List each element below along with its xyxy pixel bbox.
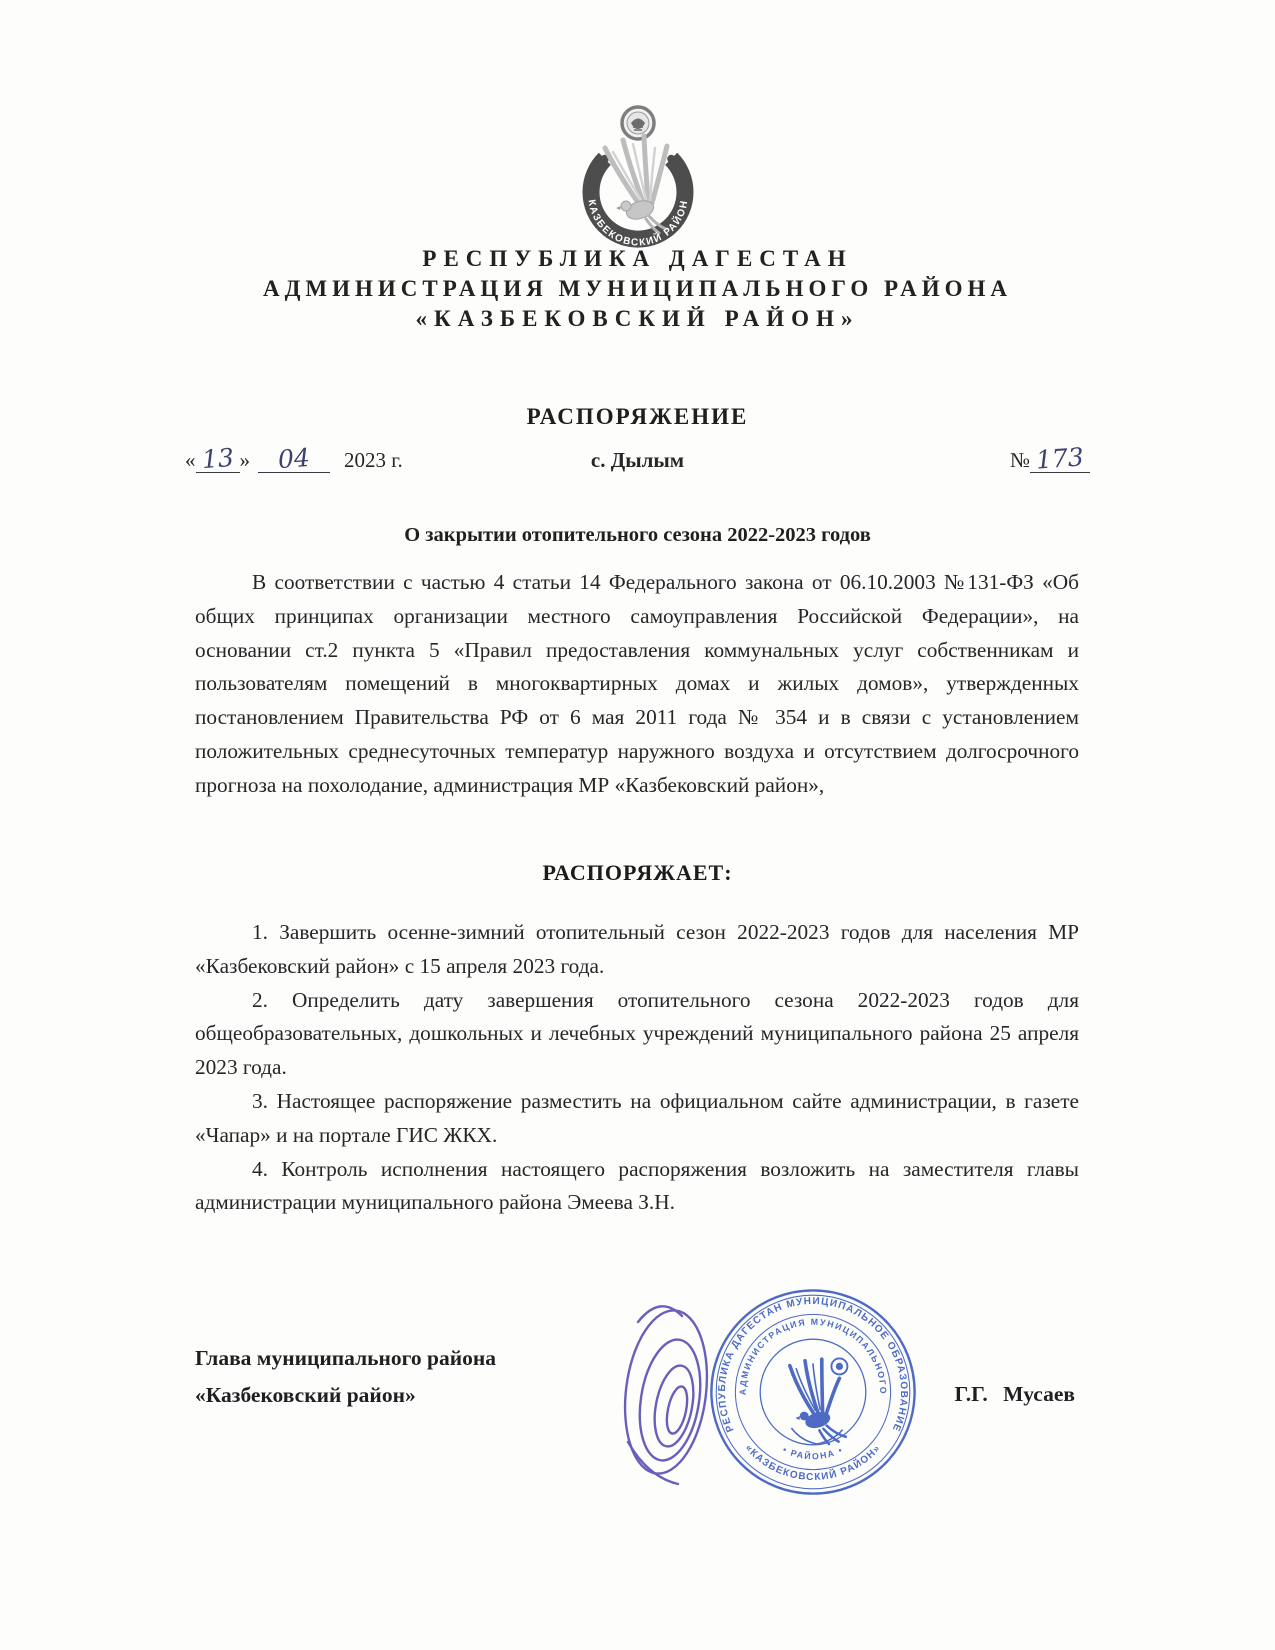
stamp-inner-top-text: АДМИНИСТРАЦИЯ МУНИЦИПАЛЬНОГО <box>737 1316 889 1396</box>
signer-post-line1: Глава муниципального района <box>195 1346 496 1370</box>
district-coat-of-arms-icon <box>563 100 713 255</box>
resolution-item-4: 4. Контроль исполнения настоящего распоряжения возложить на заместителя главы администрации муниципального района Эмеева З.Н. <box>195 1156 1079 1215</box>
stamp-inner-bottom-text: • РАЙОНА • <box>781 1444 845 1462</box>
letterhead-district: «КАЗБЕКОВСКИЙ РАЙОН» <box>415 306 860 331</box>
stamp-outer-top-text: РЕСПУБЛИКА ДАГЕСТАН МУНИЦИПАЛЬНОЕ ОБРАЗОВАНИЕ <box>716 1295 910 1434</box>
signer-name: Г.Г. Мусаев <box>954 1382 1075 1406</box>
resolution-item-1: 1. Завершить осенне-зимний отопительный сезон 2022-2023 годов для населения МР «Казбековский район» с 15 апреля 2023 года. <box>195 920 1079 978</box>
stamp-outer-bottom-text: «КАЗБЕКОВСКИЙ РАЙОН» <box>742 1442 884 1484</box>
svg-text:• РАЙОНА • <box>781 1444 845 1461</box>
resolution-items <box>195 916 1079 1220</box>
letterhead <box>0 244 1275 334</box>
place-name: с. Дылым <box>590 448 685 472</box>
letterhead-republic: РЕСПУБЛИКА ДАГЕСТАН <box>422 246 853 271</box>
subject-title: О закрытии отопительного сезона 2022-2023 годов <box>404 524 871 546</box>
handwritten-day: 13 <box>200 442 235 475</box>
date-month-blank <box>258 442 330 475</box>
signer-post <box>195 1340 496 1414</box>
handwritten-number: 173 <box>1035 442 1085 475</box>
letterhead-administration: АДМИНИСТРАЦИЯ МУНИЦИПАЛЬНОГО РАЙОНА <box>262 276 1013 301</box>
date-close-quote: » <box>239 448 250 472</box>
resolves-heading: РАСПОРЯЖАЕТ: <box>542 860 733 885</box>
signer-post-line2: «Казбековский район» <box>195 1383 416 1407</box>
date-year: 2023 г. <box>344 448 403 472</box>
official-round-stamp <box>705 1284 921 1505</box>
dateline <box>185 442 1090 475</box>
stamp-eagle-icon <box>790 1358 848 1444</box>
handwritten-signature <box>608 1292 733 1502</box>
emblem-band-text: КАЗБЕКОВСКИЙ РАЙОН <box>585 198 690 249</box>
document-type-heading: РАСПОРЯЖЕНИЕ <box>526 404 749 429</box>
number-blank <box>1030 442 1090 475</box>
date-open-quote: « <box>185 448 196 472</box>
number-sign: № <box>1009 448 1030 472</box>
date-field <box>185 442 403 475</box>
svg-text:«КАЗБЕКОВСКИЙ РАЙОН» <box>743 1443 883 1483</box>
resolution-item-2: 2. Определить дату завершения отопительного сезона 2022-2023 годов для общеобразовательных, дошкольных и лечебных учреждений муниципального района 25 апреля 2023 года. <box>195 987 1079 1080</box>
document-number-field <box>1009 442 1090 475</box>
handwritten-month: 04 <box>277 442 311 475</box>
preamble-paragraph: В соответствии с частью 4 статьи 14 Федерального закона от 06.10.2003 №131-ФЗ «Об общих принципах организации местного самоуправления Российской Федерации», на основании ст.2 пункта 5 «Правил предоставления коммунальных услуг собственникам и пользователям помещений в многоквартирных домах и жилых домов», утвержденных постановлением Правительства РФ от 6 мая 2011 года № 354 и в связи с установлением положительных среднесуточных температур наружного воздуха и отсутствием долгосрочного прогноза на похолодание, администрация МР «Казбековский район», <box>195 570 1079 797</box>
resolution-item-3: 3. Настоящее распоряжение разместить на официальном сайте администрации, в газете «Чапар» и на портале ГИС ЖКХ. <box>195 1088 1079 1147</box>
date-day-blank <box>196 442 240 475</box>
